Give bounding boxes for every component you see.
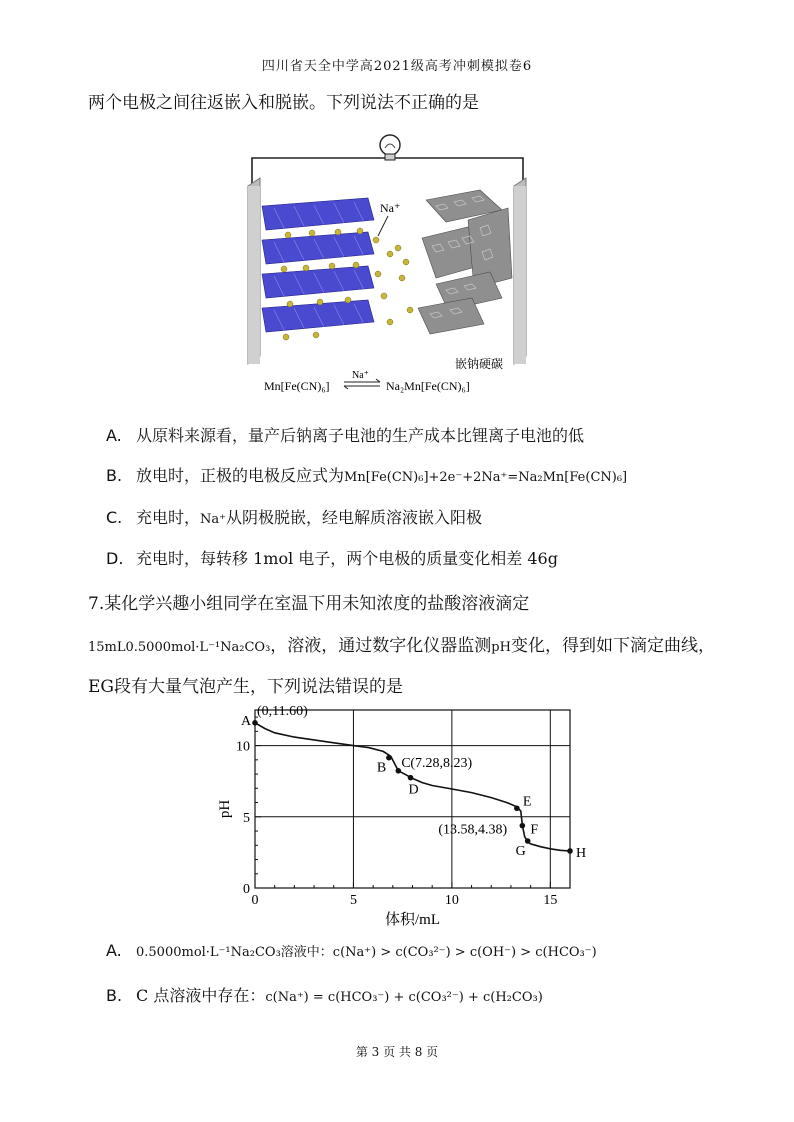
sodium-ion-label: Na⁺	[380, 201, 401, 215]
q7-option-a[interactable]	[106, 941, 597, 960]
point-annotation-c: (7.28,8.23)	[410, 755, 473, 771]
lightbulb-icon	[380, 135, 400, 160]
option-text: 从原料来源看，量产后钠离子电池的生产成本比锂离子电池的低	[136, 426, 585, 445]
page-footer: 第 3 页 共 8 页	[355, 1045, 439, 1059]
option-text-suffix: 从阴极脱嵌，经电解质溶液嵌入阳极	[226, 508, 483, 527]
y-tick-label: 0	[243, 882, 250, 897]
intro-text: 两个电极之间往返嵌入和脱嵌。下列说法不正确的是	[88, 93, 479, 113]
point-label-c: C	[401, 755, 411, 771]
x-tick-label: 0	[251, 893, 259, 908]
point-label-g: G	[515, 844, 526, 860]
point-annotation-f: (13.58,4.38)	[438, 822, 508, 838]
point-label-h: H	[576, 845, 587, 861]
point-label-e: E	[522, 794, 532, 810]
option-label: D.	[106, 549, 124, 568]
option-text: 充电时，每转移 1mol 电子，两个电极的质量变化相差 46g	[136, 549, 558, 568]
q7-text-b: 变化，得到如下滴定曲线，	[510, 636, 715, 656]
q7-option-b[interactable]	[106, 983, 543, 1006]
x-tick-label: 5	[349, 893, 357, 908]
q7-ph: pH	[491, 640, 511, 655]
battery-figure	[240, 128, 540, 398]
titration-chart	[210, 700, 600, 930]
q7-stem-line1: 7.某化学兴趣小组同学在室温下用未知浓度的盐酸溶液滴定	[88, 594, 530, 614]
option-label: C.	[106, 508, 123, 527]
point-d	[408, 775, 414, 781]
q6-option-b[interactable]	[106, 463, 627, 486]
option-text: 放电时，正极的电极反应式为	[136, 466, 345, 485]
y-tick-label: 5	[243, 810, 250, 826]
option-formula: 0.5000mol·L⁻¹Na₂CO₃溶液中：c(Na⁺) > c(CO₃²⁻) > c(OH⁻) > c(HCO₃⁻)	[136, 945, 597, 960]
q6-option-d[interactable]	[106, 546, 558, 569]
point-label-a: A	[241, 713, 252, 729]
q7-formula: 15mL0.5000mol·L⁻¹Na₂CO₃	[88, 640, 271, 655]
point-a	[252, 720, 258, 726]
point-label-f: F	[530, 822, 539, 838]
option-formula: c(Na⁺) = c(HCO₃⁻) + c(CO₃²⁻) + c(H₂CO₃)	[265, 990, 543, 1005]
point-e	[514, 805, 520, 811]
point-h	[567, 848, 573, 854]
point-c	[396, 768, 402, 774]
option-label: A.	[106, 426, 122, 445]
y-axis-label: pH	[217, 799, 233, 819]
x-tick-label: 15	[543, 893, 558, 908]
point-b	[386, 755, 392, 761]
page-header: 四川省天全中学高2021级高考冲刺模拟卷6	[261, 59, 533, 74]
point-g	[525, 838, 531, 844]
option-label: B.	[106, 466, 123, 485]
reaction-reactant: Mn[Fe(CN)₆]	[264, 379, 330, 393]
option-formula: Mn[Fe(CN)₆]+2e⁻+2Na⁺=Na₂Mn[Fe(CN)₆]	[344, 470, 628, 485]
point-label-d: D	[408, 782, 419, 798]
reaction-product: Na₂Mn[Fe(CN)₆]	[386, 379, 470, 393]
point-f	[520, 823, 526, 829]
point-label-b: B	[376, 760, 387, 776]
x-axis-label: 体积/mL	[385, 912, 440, 928]
hard-carbon-label: 嵌钠硬碳	[455, 357, 504, 371]
y-tick-label: 10	[236, 739, 250, 755]
option-text: 充电时，	[136, 508, 201, 527]
q6-option-c[interactable]	[106, 505, 482, 528]
x-tick-label: 10	[444, 893, 459, 908]
point-annotation-a: (0,11.60)	[257, 703, 308, 719]
q6-option-a[interactable]	[106, 423, 584, 446]
q7-stem-line2	[88, 631, 715, 656]
option-label: B.	[106, 986, 123, 1005]
q7-text-a: ，溶液，通过数字化仪器监测	[270, 636, 492, 656]
q7-stem-line3: EG段有大量气泡产生，下列说法错误的是	[88, 677, 403, 697]
option-formula: Na⁺	[200, 512, 227, 527]
option-text: C 点溶液中存在：	[136, 986, 266, 1005]
option-label: A.	[106, 941, 122, 960]
reaction-arrow-label: Na⁺	[352, 370, 369, 381]
